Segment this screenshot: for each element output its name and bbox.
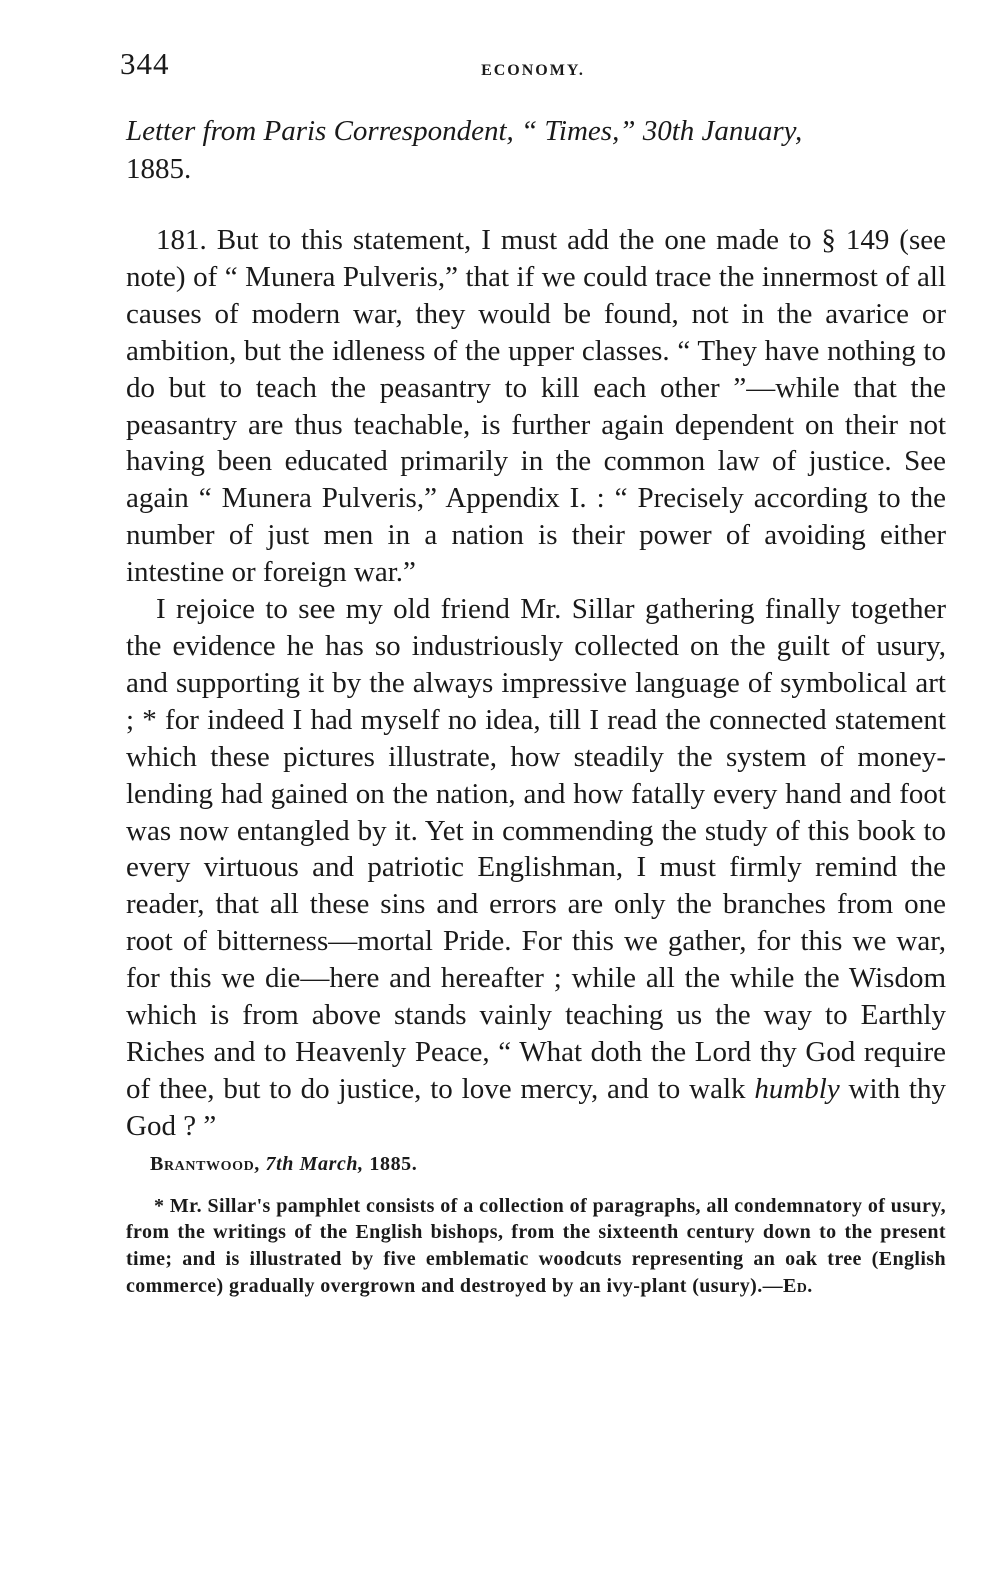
- footnote-editor-mark: Ed.: [783, 1275, 813, 1298]
- paragraph-sillar: [120, 591, 946, 1145]
- paragraph-181: 181. But to this statement, I must add the one made to § 149 (see note) of “ Munera Pulveris,” that if we could trace the innermost of all causes of modern war, they would be found, not in the avarice or ambition, but the idleness of the upper classes. “ They have nothing to do but to teach the peasantry to kill each other ”—while that the peasantry are thus teachable, is further again dependent on their not having been educated primarily in the common law of justice. See again “ Munera Pulveris,” Appendix I. : “ Precisely according to the number of just men in a nation is their power of avoiding either intestine or foreign war.”: [126, 224, 946, 589]
- emphasis-humbly: humbly: [754, 1072, 840, 1105]
- running-head: [120, 46, 946, 92]
- dateline-year: 1885.: [126, 153, 192, 185]
- running-title: ECONOMY.: [481, 62, 585, 79]
- dateline-paper: “ Times,”: [521, 115, 636, 147]
- dateline-prefix: Letter from Paris Correspondent,: [126, 115, 521, 147]
- paragraph-sillar-text: I rejoice to see my old friend Mr. Sillar gathering finally together the evidence he has so industriously collected on the guilt of usury, and supporting it by the always impressive language of symbolical art ; * for indeed I had myself no idea, till I read the connected statement which these pictures illustrate, how steadily the system of money-lending had gained on the nation, and how fatally every hand and foot was now entangled by it. Yet in commending the study of this book to every virtuous and patriotic Englishman, I must firmly remind the reader, that all these sins and errors are only the branches from one root of bitterness—mortal Pride. For this we gather, for this we war, for this we die—here and hereafter ; while all the while the Wisdom which is from above stands vainly teaching us the way to Earthly Riches and to Heavenly Peace, “ What doth the Lord thy God require of thee, but to do justice, to love mercy, and to walk: [126, 593, 946, 1105]
- dateline-date: 30th January,: [635, 115, 803, 147]
- page-number: 344: [120, 46, 170, 81]
- footnote-text: * Mr. Sillar's pamphlet consists of a collection of paragraphs, all condemnatory of usury, from the writings of the English bishops, from the sixteenth century down to the present time; and is illustrated by five emblematic woodcuts representing an oak tree (English commerce) gradually overgrown and destroyed by an ivy-plant (usury).—: [126, 1194, 946, 1298]
- paragraph-sillar-end: with thy God ? ”: [126, 1072, 946, 1142]
- signoff-year: 1885.: [363, 1152, 418, 1175]
- signoff: [150, 1149, 946, 1179]
- dateline: [126, 112, 946, 188]
- signoff-place: Brantwood,: [150, 1152, 260, 1175]
- footnote: [126, 1193, 946, 1300]
- signoff-date: 7th March,: [259, 1152, 364, 1175]
- book-page: [120, 46, 946, 1300]
